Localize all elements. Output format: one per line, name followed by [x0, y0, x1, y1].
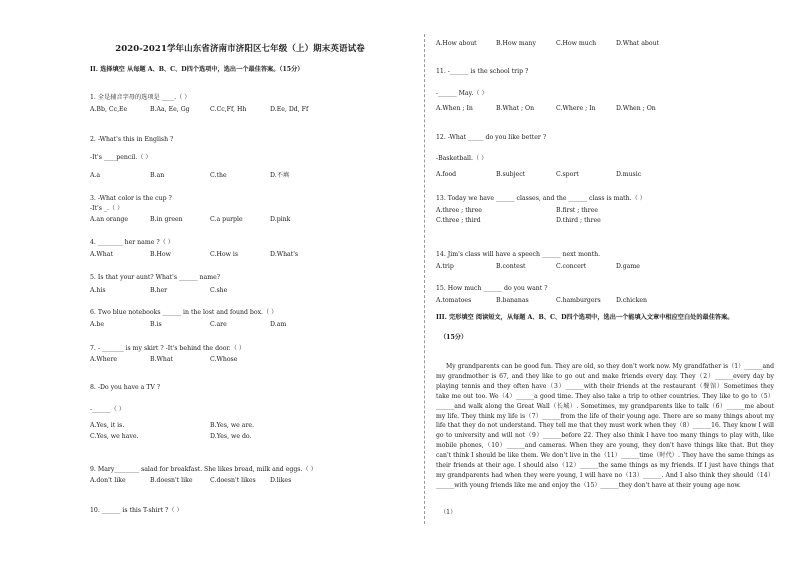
question-9-stem: 9. Mary________ salad for breakfast. She likes bread, milk and eggs.（ ）	[90, 466, 317, 473]
question-8-option-d: D.Yes, we do.	[210, 433, 252, 440]
question-14-option-d: D.game	[616, 263, 640, 270]
question-6-option-a: A.be	[90, 321, 105, 328]
cloze-passage: My grandparents can be good fun. They are old, so they don't work now. My grandfather is（1）______and my grandmother is 67, and they like to go out and make friends every day. They（2）______every day by playing tennis and they often have（3）______with their friends at the restaurant（餐馆）Sometimes they take me out too. We（4）______a good time. They also take a trip to other countries. They like to go to（5）______and walk along the Great Wall（长城）. Sometimes, my grandparents like to talk（6）______me about my life. They think my life is（7）______from the life of their young age. There are so many things about my life that they do not understand. They tell me that they must work when they（8）______16. They know I will go to university and will not（9）______before 22. They also think I have too many things to play with, like mobile phones,（10）______and cameras. When they are young, they don't have things like that. But they can't think I should be like them. We don't live in the（11）______time（时代）. They have the same things as their friends at their age. I should also（12）______the same things as my friends. If I just have things that my grandparents had when they were young, I will have no（13）______. And I also think they should（14）______with young friends like me and enjoy the（15）______they don't have at their young age now.	[436, 363, 774, 489]
question-5-option-a: A.his	[90, 287, 106, 294]
question-9-option-c: C.doesn't likes	[210, 477, 256, 484]
question-15-option-b: B.bananas	[496, 297, 529, 304]
question-7-option-b: B.What	[150, 356, 174, 363]
question-5-stem: 5. Is that your aunt? What's ______ name?	[90, 274, 221, 281]
column-divider	[424, 34, 425, 524]
question-12-option-d: D.music	[616, 171, 642, 178]
question-13-option-c: C.three ; third	[436, 217, 481, 224]
question-3-option-d: D.pink	[270, 216, 291, 223]
question-3-option-a: A.an orange	[90, 216, 129, 223]
question-13-option-b: B.first ; three	[556, 207, 599, 214]
question-3-option-c: C.a purple	[210, 216, 243, 223]
question-11-answer-line: -______ May.（ ）	[436, 90, 488, 97]
question-3-stem: 3. -What color is the cup ?	[90, 195, 172, 202]
question-6-stem: 6. Two blue notebooks ______ in the lost and found box.（ ）	[90, 309, 278, 316]
question-3-answer-line: -It's _.（ ）	[90, 205, 124, 212]
question-7-option-c: C.Whose	[210, 356, 238, 363]
question-4-option-a: A.What	[90, 251, 113, 258]
question-12-option-c: C.sport	[556, 171, 579, 178]
question-15-option-d: D.chicken	[616, 297, 647, 304]
question-15-stem: 15. How much ______ do you want ?	[436, 285, 548, 292]
question-1-stem: 1. 全是辅音字母的选项是 ____.（ ）	[90, 94, 191, 101]
question-9-option-a: A.don't like	[90, 477, 126, 484]
question-12-option-a: A.food	[436, 171, 457, 178]
question-8-option-a: A.Yes, it is.	[90, 422, 125, 429]
question-14-option-b: B.contest	[496, 263, 526, 270]
question-6-option-d: D.am	[270, 321, 287, 328]
section-3-heading: III. 完形填空 阅读短文，从每题 A、B、C、D四个选项中，选出一个能填入文章中相应空白处的最佳答案。	[436, 314, 734, 321]
question-8-option-c: C.Yes, we have.	[90, 433, 139, 440]
page-title: 2020-2021学年山东省济南市济阳区七年级（上）期末英语试卷	[115, 44, 365, 54]
question-11-stem: 11. -______ is the school trip ?	[436, 68, 529, 75]
question-10-option-c: C.How much	[556, 40, 597, 47]
question-9-option-d: D.likes	[270, 477, 292, 484]
question-14-stem: 14. Jim's class will have a speech ______ next month.	[436, 251, 601, 258]
question-4-option-c: C.How is	[210, 251, 239, 258]
section-3-points: （15分）	[440, 334, 468, 341]
question-2-option-d: D.不填	[270, 172, 290, 179]
question-8-answer-line: -______（ ）	[90, 406, 125, 413]
question-4-stem: 4. ________ her name ?（ ）	[90, 239, 174, 246]
question-1-option-d: D.Ee, Dd, Ff	[270, 106, 309, 113]
question-12-option-b: B.subject	[496, 171, 526, 178]
question-11-option-d: D.When ; On	[616, 105, 656, 112]
question-9-option-b: B.doesn't like	[150, 477, 193, 484]
question-3-option-b: B.in green	[150, 216, 183, 223]
question-10-stem: 10. ______ is this T-shirt ?（ ）	[90, 507, 183, 514]
question-5-option-b: B.her	[150, 287, 168, 294]
question-4-option-b: B.How	[150, 251, 171, 258]
cloze-question-1-label: （1）	[440, 509, 457, 516]
question-6-option-b: B.is	[150, 321, 162, 328]
question-15-option-c: C.hamburgers	[556, 297, 601, 304]
question-12-answer-line: -Basketball.（ ）	[436, 155, 488, 162]
question-4-option-d: D.What's	[270, 251, 299, 258]
question-1-option-b: B.Aa, Ee, Gg	[150, 106, 190, 113]
question-2-answer-line: -It's ____pencil.（ ）	[90, 154, 152, 161]
question-2-option-b: B.an	[150, 172, 165, 179]
question-15-option-a: A.tomatoes	[436, 297, 472, 304]
question-6-option-c: C.are	[210, 321, 227, 328]
question-14-option-c: C.concert	[556, 263, 587, 270]
question-13-option-d: D.third ; three	[556, 217, 601, 224]
question-12-stem: 12. -What _____ do you like better ?	[436, 134, 547, 141]
question-1-option-c: C.Cc,Ff, Hh	[210, 106, 247, 113]
question-13-option-a: A.three ; three	[436, 207, 482, 214]
question-2-stem: 2. -What's this in English ?	[90, 136, 174, 143]
question-13-stem: 13. Today we have ______ classes, and the ______ class is math.（ ）	[436, 195, 646, 202]
question-2-option-a: A.a	[90, 172, 101, 179]
question-5-option-c: C.she	[210, 287, 228, 294]
question-8-option-b: B.Yes, we are.	[210, 422, 255, 429]
question-10-option-a: A.How about	[436, 40, 477, 47]
question-1-option-a: A.Bb, Cc,Ee	[90, 106, 128, 113]
question-2-option-c: C.the	[210, 172, 227, 179]
question-10-option-d: D.What about	[616, 40, 660, 47]
question-10-option-b: B.How many	[496, 40, 536, 47]
question-11-option-b: B.What ; On	[496, 105, 535, 112]
question-11-option-a: A.When ; In	[436, 105, 473, 112]
question-7-option-a: A.Where	[90, 356, 118, 363]
question-8-stem: 8. -Do you have a TV ?	[90, 384, 161, 391]
question-7-stem: 7. - _______ is my skirt ? -It's behind the door.（ ）	[90, 345, 246, 352]
question-11-option-c: C.Where ; In	[556, 105, 596, 112]
section-2-heading: II. 选择填空 从每题 A、B、C、D四个选项中，选出一个最佳答案。（15分）	[90, 66, 304, 73]
question-14-option-a: A.trip	[436, 263, 454, 270]
